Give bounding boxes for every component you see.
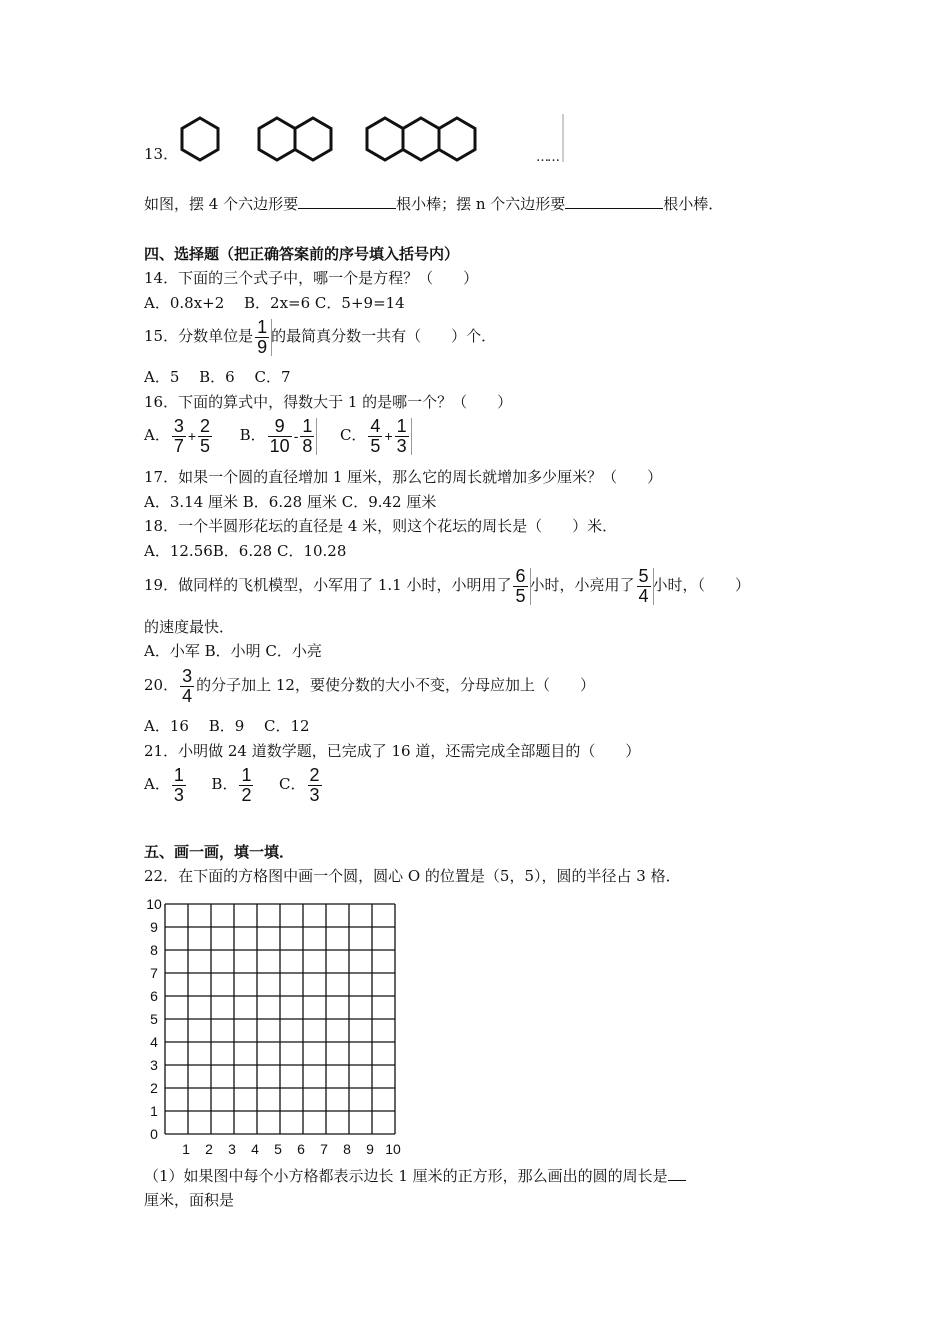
grid-y-label: 2: [150, 1080, 158, 1096]
question-14-options: A．0.8x+2 B．2x=6 C．5+9=14: [144, 294, 405, 312]
q16-option-c-label: C．: [339, 426, 367, 444]
grid-y-label: 1: [150, 1103, 158, 1119]
plus-sign: +: [384, 428, 393, 444]
q22-sub1-a: （1）如果图中每个小方格都表示边长 1 厘米的正方形，那么画出的圆的周长是: [144, 1167, 668, 1185]
fraction-9-10: $\frac{9}{10}$: [269, 415, 290, 456]
answer-blank-4-hexagons[interactable]: [298, 194, 396, 209]
grid-y-label: 7: [150, 965, 158, 981]
fraction-1-2: $\frac{1}{2}$: [241, 764, 252, 805]
plus-sign: +: [187, 428, 197, 444]
question-17-stem: 17．如果一个圆的直径增加 1 厘米，那么它的周长就增加多少厘米？（ ）: [144, 468, 663, 486]
grid-x-label: 1: [182, 1141, 190, 1156]
question-20-stem: 20． $\frac{3}{4}$ 的分子加上 12，要使分数的大小不变，分母应加上（ ）: [144, 665, 595, 706]
section-4-title: 四、选择题（把正确答案前的序号填入括号内）: [144, 245, 460, 263]
grid-y-label: 10: [146, 896, 162, 912]
question-19-options: A．小军 B．小明 C．小亮: [144, 642, 322, 660]
grid-x-label: 7: [320, 1141, 328, 1156]
hexagon-2b: [295, 118, 331, 160]
hexagon-1: [182, 118, 218, 160]
grid-y-label: 0: [150, 1126, 158, 1142]
q13-text-a: 如图，摆 4 个六边形要: [144, 195, 299, 213]
grid-x-label: 10: [385, 1141, 401, 1156]
coordinate-grid[interactable]: [140, 894, 410, 1156]
fraction-5-4: $\frac{5}{4}$: [638, 565, 649, 606]
grid-x-label: 9: [366, 1141, 374, 1156]
q13-text-c: 根小棒．: [663, 195, 724, 213]
hexagon-figures: [176, 112, 576, 168]
grid-y-label: 5: [150, 1011, 158, 1027]
hexagon-3b: [403, 118, 439, 160]
question-21-options: [144, 762, 324, 806]
question-13-text: [144, 194, 723, 214]
q21-option-b-label: B．: [211, 775, 238, 793]
question-21-stem: 21．小明做 24 道数学题，已完成了 16 道，还需完成全部题目的（ ）: [144, 742, 641, 760]
q16-option-b-label: B．: [239, 426, 266, 444]
fraction-2-5: $\frac{2}{5}$: [200, 415, 211, 456]
question-17-options: A．3.14 厘米 B．6.28 厘米 C．9.42 厘米: [144, 493, 437, 511]
q21-option-c-label: C．: [279, 775, 306, 793]
answer-blank-circumference[interactable]: [668, 1166, 686, 1181]
q19-stem-a: 19．做同样的飞机模型，小军用了 1.1 小时，小明用了: [144, 576, 512, 594]
hexagon-2a: [259, 118, 295, 160]
question-18-options: A．12.56B．6.28 C．10.28: [144, 542, 347, 560]
fraction-1-9: $\frac{1}{9}$: [257, 316, 268, 357]
grid-x-label: 3: [228, 1141, 236, 1156]
hexagon-3a: [367, 118, 403, 160]
section-5-title: 五、画一画，填一填．: [144, 843, 295, 861]
fraction-4-5: $\frac{4}{5}$: [370, 415, 381, 456]
q15-stem-b: 的最简真分数一共有（ ）个．: [271, 327, 497, 345]
fraction-2-3: $\frac{2}{3}$: [309, 764, 320, 805]
question-22-stem: 22．在下面的方格图中画一个圆，圆心 O 的位置是（5，5），圆的半径占 3 格．: [144, 867, 681, 885]
hexagon-3c: [439, 118, 475, 160]
question-19-stem: [144, 563, 750, 607]
question-19-line2: 的速度最快．: [144, 618, 235, 636]
grid-x-label: 8: [343, 1141, 351, 1156]
grid-y-label: 8: [150, 942, 158, 958]
question-16-stem: 16．下面的算式中，得数大于 1 的是哪一个？（ ）: [144, 393, 513, 411]
ellipsis-dots: ……: [536, 150, 558, 165]
grid-y-label: 4: [150, 1034, 158, 1050]
q20-stem: 的分子加上 12，要使分数的大小不变，分母应加上（ ）: [196, 676, 595, 694]
grid-x-label: 4: [251, 1141, 259, 1156]
grid-y-label: 6: [150, 988, 158, 1004]
question-15-stem: [144, 314, 496, 358]
grid-y-label: 3: [150, 1057, 158, 1073]
answer-blank-n-hexagons[interactable]: [565, 194, 663, 209]
question-20-options: A．16 B．9 C．12: [144, 717, 310, 735]
q15-stem-a: 15．分数单位是: [144, 327, 254, 345]
q16-option-a-label: A．: [144, 426, 170, 444]
question-18-stem: 18．一个半圆形花坛的直径是 4 米，则这个花坛的周长是（ ）米．: [144, 517, 618, 535]
question-22-sub1-line2: 厘米，面积是: [144, 1191, 235, 1209]
fraction-3-7: $\frac{3}{7}$: [173, 415, 184, 456]
minus-sign: -: [293, 428, 299, 444]
question-13-number: 13．: [144, 145, 179, 163]
grid-x-label: 5: [274, 1141, 282, 1156]
q21-option-a-label: A．: [144, 775, 170, 793]
fraction-1-8: $\frac{1}{8}$: [302, 415, 313, 456]
q19-stem-c: 小时，（ ）: [652, 576, 751, 594]
fraction-1-3: $\frac{1}{3}$: [173, 764, 184, 805]
question-14-stem: 14．下面的三个式子中，哪一个是方程？（ ）: [144, 269, 479, 287]
grid-x-label: 2: [205, 1141, 213, 1156]
fraction-1-3: $\frac{1}{3}$: [396, 415, 407, 456]
grid-y-label: 9: [150, 919, 158, 935]
question-22-sub1: [144, 1166, 686, 1186]
question-15-options: A．5 B．6 C．7: [144, 368, 291, 386]
q13-text-b: 根小棒；摆 n 个六边形要: [396, 195, 566, 213]
q19-stem-b: 小时，小亮用了: [529, 576, 635, 594]
fraction-6-5: $\frac{6}{5}$: [515, 565, 526, 606]
grid-x-label: 6: [297, 1141, 305, 1156]
question-16-options: [144, 413, 411, 458]
fraction-3-4: $\frac{3}{4}$: [182, 665, 193, 706]
